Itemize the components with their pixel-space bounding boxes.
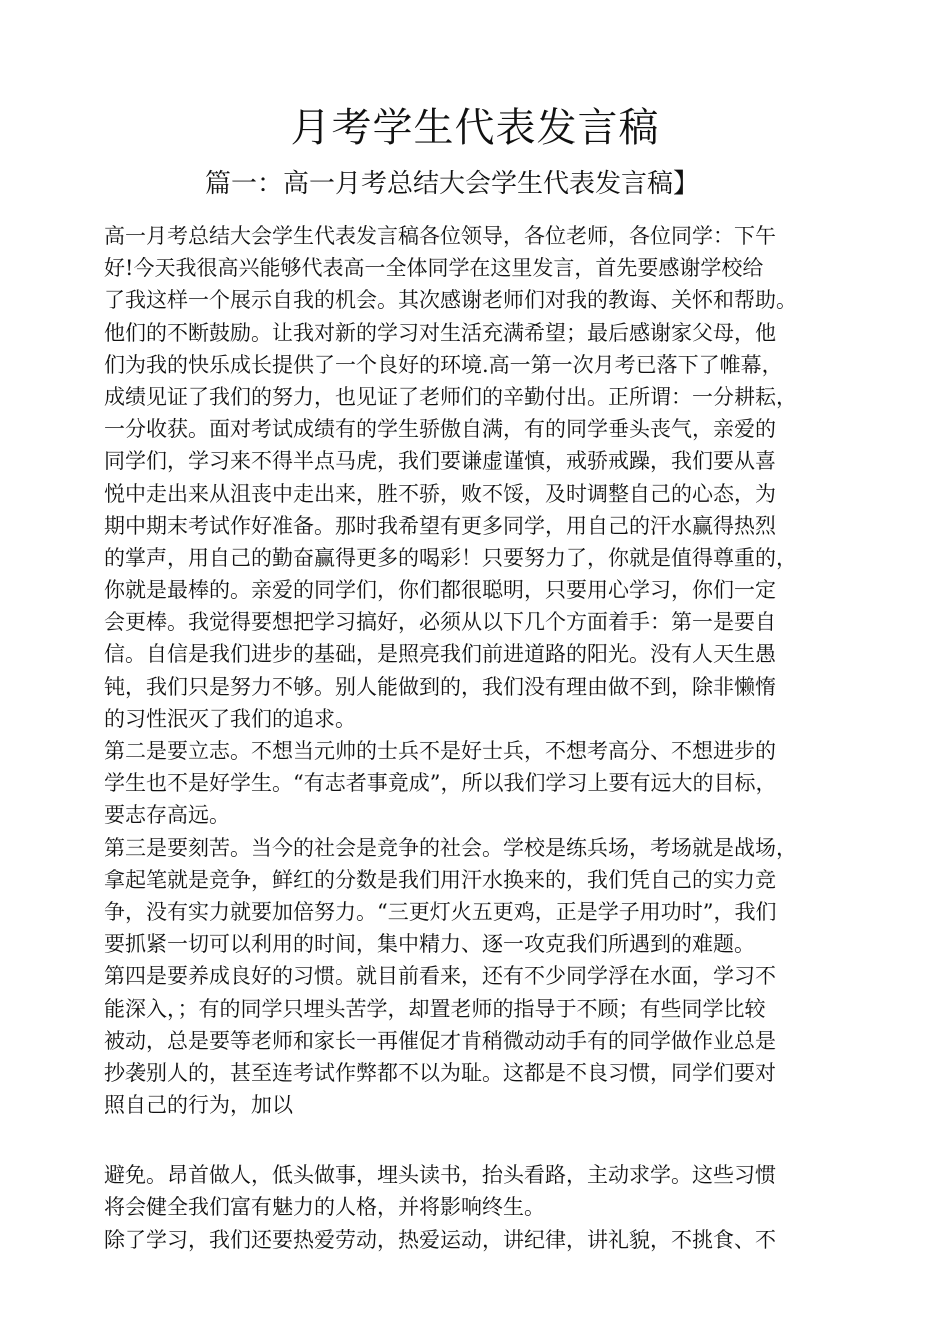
text-line: 信。自信是我们进步的基础，是照亮我们前进道路的阳光。没有人天生愚 — [104, 642, 776, 667]
text-line: 将会健全我们富有魅力的人格，并将影响终生。 — [104, 1195, 545, 1220]
text-line: 要抓紧一切可以利用的时间，集中精力、逐一攻克我们所遇到的难题。 — [104, 932, 755, 957]
text-line: 成绩见证了我们的努力，也见证了老师们的辛勤付出。正所谓：一分耕耘， — [104, 384, 797, 409]
text-line: 一分收获。面对考试成绩有的学生骄傲自满，有的同学垂头丧气，亲爱的 — [104, 417, 776, 442]
text-line: 了我这样一个展示自我的机会。其次感谢老师们对我的教诲、关怀和帮助。 — [104, 288, 797, 313]
text-line: 同学们，学习来不得半点马虎，我们要谦虚谨慎，戒骄戒躁，我们要从喜 — [104, 449, 776, 474]
text-line: 除了学习，我们还要热爱劳动，热爱运动，讲纪律，讲礼貌，不挑食、不 — [104, 1227, 776, 1252]
text-line: 会更棒。我觉得要想把学习搞好，必须从以下几个方面着手：第一是要自 — [104, 610, 776, 635]
text-line: 第四是要养成良好的习惯。就目前看来，还有不少同学浮在水面，学习不 — [104, 964, 776, 989]
text-line: 抄袭别人的，甚至连考试作弊都不以为耻。这都是不良习惯，同学们要对 — [104, 1060, 776, 1085]
text-line: 的掌声，用自己的勤奋赢得更多的喝彩！只要努力了，你就是值得尊重的， — [104, 545, 797, 570]
paragraph-gap — [104, 1121, 864, 1159]
text-line: 你就是最棒的。亲爱的同学们，你们都很聪明，只要用心学习，你们一定 — [104, 578, 776, 603]
text-line: 第二是要立志。不想当元帅的士兵不是好士兵，不想考高分、不想进步的 — [104, 739, 776, 763]
text-line: 悦中走出来从沮丧中走出来，胜不骄，败不馁，及时调整自己的心态，为 — [104, 481, 776, 506]
text-line: 被动，总是要等老师和家长一再催促才肯稍微动动手有的同学做作业总是 — [104, 1028, 776, 1053]
section-heading: 篇一：高一月考总结大会学生代表发言稿】 — [205, 169, 700, 199]
text-line: 们为我的快乐成长提供了一个良好的环境.高一第一次月考已落下了帷幕， — [104, 352, 783, 377]
text-line: 避免。昂首做人，低头做事，埋头读书，抬头看路，主动求学。这些习惯 — [104, 1163, 776, 1188]
text-line: 拿起笔就是竞争，鲜红的分数是我们用汗水换来的，我们凭自己的实力竞 — [104, 867, 776, 892]
text-line: 他们的不断鼓励。让我对新的学习对生活充满希望；最后感谢家父母，他 — [104, 320, 776, 345]
text-line: 好!今天我很高兴能够代表高一全体同学在这里发言，首先要感谢学校给 — [104, 256, 764, 281]
text-line: 第三是要刻苦。当今的社会是竞争的社会。学校是练兵场，考场就是战场， — [104, 835, 797, 860]
text-line: 要志存高远。 — [104, 803, 230, 828]
text-line: 学生也不是好学生。“有志者事竟成”，所以我们学习上要有远大的目标， — [104, 771, 777, 796]
text-line: 照自己的行为，加以 — [104, 1093, 293, 1118]
text-line: 能深入，；有的同学只埋头苦学，却置老师的指导于不顾；有些同学比较 — [104, 996, 766, 1021]
text-line: 的习性泯灭了我们的追求。 — [104, 706, 356, 731]
text-line: 期中期末考试作好准备。那时我希望有更多同学，用自己的汗水赢得热烈 — [104, 513, 776, 538]
text-line: 钝，我们只是努力不够。别人能做到的，我们没有理由做不到，除非懒惰 — [104, 674, 776, 699]
page-title: 月考学生代表发言稿 — [290, 105, 660, 151]
body-text — [104, 220, 864, 1256]
text-line: 高一月考总结大会学生代表发言稿各位领导，各位老师，各位同学：下午 — [104, 224, 776, 248]
text-line: 争，没有实力就要加倍努力。“三更灯火五更鸡，正是学子用功时”，我们 — [104, 899, 777, 924]
